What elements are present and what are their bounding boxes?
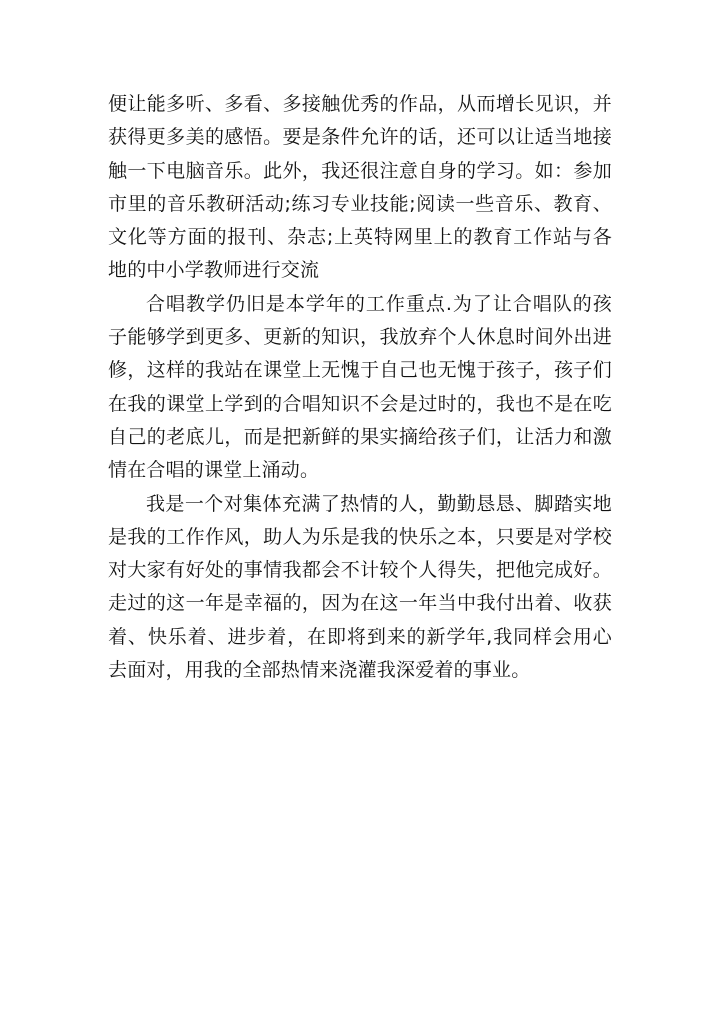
document-body (108, 88, 612, 687)
paragraph-choir-teaching: 合唱教学仍旧是本学年的工作重点.为了让合唱队的孩子能够学到更多、更新的知识，我放弃个人休息时间外出进修，这样的我站在课堂上无愧于自己也无愧于孩子，孩子们在我的课堂上学到的合唱知识不会是过时的，我也不是在吃自己的老底儿，而是把新鲜的果实摘给孩子们，让活力和激情在合唱的课堂上涌动。 (108, 292, 612, 482)
paragraph-work-attitude: 我是一个对集体充满了热情的人，勤勤恳恳、脚踏实地是我的工作作风，助人为乐是我的快乐之本，只要是对学校对大家有好处的事情我都会不计较个人得失，把他完成好。走过的这一年是幸福的，因为在这一年当中我付出着、收获着、快乐着、进步着，在即将到来的新学年,我同样会用心去面对，用我的全部热情来浇灌我深爱着的事业。 (108, 492, 612, 682)
paragraph-learning: 便让能多听、多看、多接触优秀的作品，从而增长见识，并获得更多美的感悟。要是条件允许的话，还可以让适当地接触一下电脑音乐。此外，我还很注意自身的学习。如：参加市里的音乐教研活动;练习专业技能;阅读一些音乐、教育、文化等方面的报刊、杂志;上英特网里上的教育工作站与各地的中小学教师进行交流 (108, 93, 612, 282)
